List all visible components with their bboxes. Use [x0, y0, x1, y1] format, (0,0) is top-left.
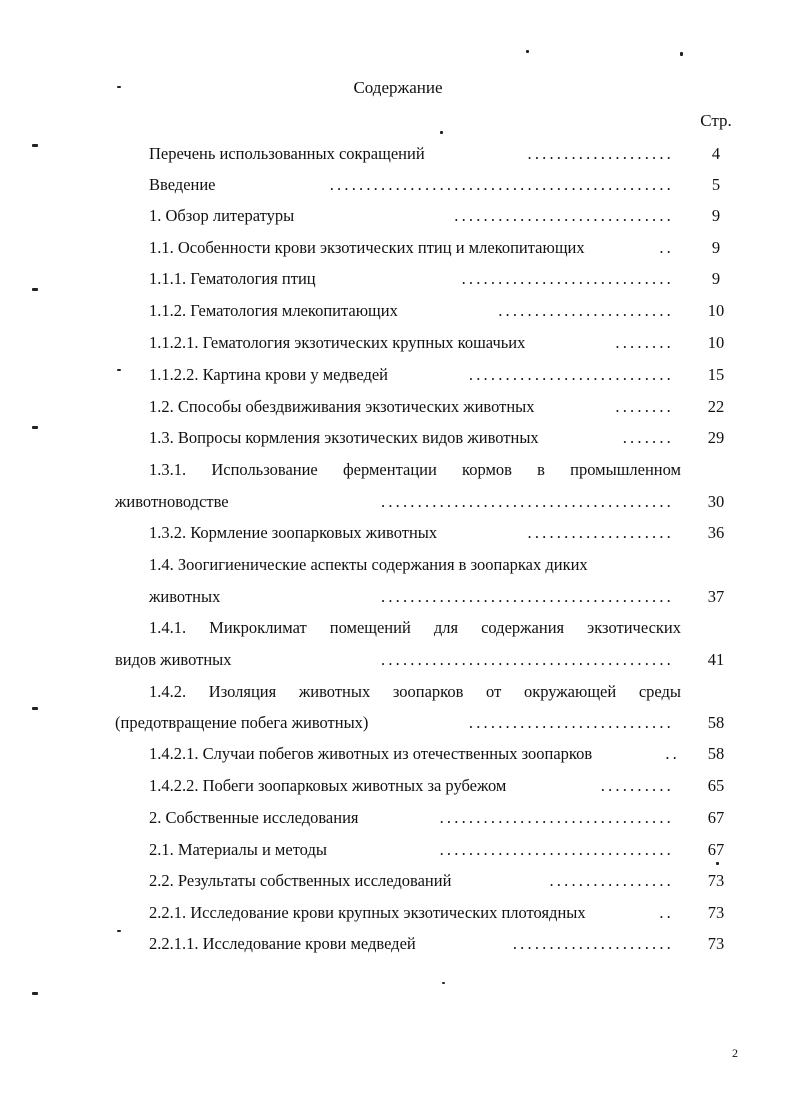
toc-entry-page: 30 [707, 492, 725, 511]
toc-entry-label: Введение [149, 175, 216, 194]
toc-entry-label: видов животных [115, 650, 232, 669]
toc-leader-dots: ........................ [498, 301, 674, 320]
toc-entry [0, 648, 796, 672]
toc-leader-dots: .............................. [454, 206, 674, 225]
toc-entry-label: 1.4.2.1. Случаи побегов животных из отечественных зоопарков [149, 744, 593, 763]
scan-speck [32, 288, 38, 291]
toc-entry-label: 2.2.1.1. Исследование крови медведей [149, 934, 416, 953]
toc-entry-page: 37 [707, 587, 725, 606]
toc-entry [0, 711, 796, 735]
toc-entry-label: 1.1.2.1. Гематология экзотических крупных кошачьих [149, 333, 526, 352]
toc-entry-label: животных [149, 587, 221, 606]
toc-entry [0, 585, 796, 609]
toc-entry-label-line1: 1.3.1. Использование ферментации кормов в промышленном [149, 460, 681, 479]
scan-speck [680, 52, 683, 56]
toc-entry [0, 426, 796, 450]
toc-leader-dots: ................................ [439, 808, 674, 827]
toc-entry-label: 2.2. Результаты собственных исследований [149, 871, 452, 890]
toc-entry-page: 9 [711, 206, 721, 225]
toc-entry [0, 742, 796, 766]
scan-speck [32, 707, 38, 710]
toc-entry-label: (предотвращение побега животных) [115, 713, 369, 732]
scan-speck [442, 982, 445, 984]
toc-entry-label: 1.1.2. Гематология млекопитающих [149, 301, 398, 320]
toc-entry-page: 15 [707, 365, 725, 384]
toc-entry [0, 869, 796, 893]
toc-entry-label: 2.1. Материалы и методы [149, 840, 327, 859]
scan-speck [32, 426, 38, 429]
toc-entry-label: 2. Собственные исследования [149, 808, 359, 827]
toc-entry-page: 41 [707, 650, 725, 669]
toc-entry-label: 1.3.2. Кормление зоопарковых животных [149, 523, 438, 542]
scan-speck [32, 144, 38, 147]
toc-entry-label: 1.1. Особенности крови экзотических птиц и млекопитающих [149, 238, 585, 257]
toc-entry-label-line1: 1.4. Зоогигиенические аспекты содержания в зоопарках диких [149, 555, 588, 574]
toc-leader-dots: .................... [527, 144, 674, 163]
toc-entry-page: 67 [707, 808, 725, 827]
toc-entry-label: Перечень использованных сокращений [149, 144, 425, 163]
scan-speck [440, 131, 443, 134]
toc-entry-page: 65 [707, 776, 725, 795]
toc-entry-page: 9 [711, 269, 721, 288]
toc-leader-dots: ............................. [461, 269, 674, 288]
toc-leader-dots: ........ [615, 397, 674, 416]
scan-speck [716, 862, 719, 865]
toc-entry [0, 142, 796, 166]
toc-leader-dots: .. [659, 903, 674, 922]
toc-entry [0, 838, 796, 862]
scan-speck [117, 930, 121, 932]
toc-leader-dots: ................. [549, 871, 674, 890]
toc-entry-page: 10 [707, 301, 725, 320]
toc-entry [0, 395, 796, 419]
toc-entry-page: 73 [707, 934, 725, 953]
toc-leader-dots: .. [659, 238, 674, 257]
toc-entry [0, 774, 796, 798]
toc-leader-dots: ............................................... [329, 175, 674, 194]
page-number: 2 [732, 1046, 738, 1060]
toc-entry-label: 2.2.1. Исследование крови крупных экзотических плотоядных [149, 903, 586, 922]
toc-entry-page: 67 [707, 840, 725, 859]
toc-entry-page: 29 [707, 428, 725, 447]
toc-entry-label: 1.1.1. Гематология птиц [149, 269, 316, 288]
toc-entry [0, 267, 796, 291]
toc-entry [0, 901, 796, 925]
toc-entry [0, 173, 796, 197]
toc-leader-dots: ...................... [512, 934, 674, 953]
toc-entry-label: 1.2. Способы обездвиживания экзотических животных [149, 397, 535, 416]
toc-leader-dots: ............................ [468, 713, 674, 732]
toc-leader-dots: ........................................ [381, 650, 674, 669]
toc-entry [0, 490, 796, 514]
toc-entry-page: 58 [707, 713, 725, 732]
toc-entry-page: 58 [707, 744, 725, 763]
toc-leader-dots: ........................................ [381, 492, 674, 511]
toc-entry-page: 10 [707, 333, 725, 352]
scan-speck [32, 992, 38, 995]
toc-entry-label-line1: 1.4.1. Микроклимат помещений для содержания экзотических [149, 618, 681, 637]
toc-entry-page: 73 [707, 871, 725, 890]
toc-entry-label: 1. Обзор литературы [149, 206, 295, 225]
toc-leader-dots: .................... [527, 523, 674, 542]
toc-entry-page: 73 [707, 903, 725, 922]
toc-leader-dots: ............................ [468, 365, 674, 384]
toc-entry [0, 521, 796, 545]
toc-leader-dots: ........ [615, 333, 674, 352]
toc-leader-dots: .. [665, 744, 680, 763]
page-column-header: Стр. [700, 111, 732, 130]
toc-leader-dots: .......... [600, 776, 674, 795]
toc-entry [0, 204, 796, 228]
toc-leader-dots: ........................................ [381, 587, 674, 606]
scan-speck [117, 86, 121, 88]
scan-speck [526, 50, 529, 53]
toc-entry [0, 932, 796, 956]
toc-entry [0, 806, 796, 830]
toc-entry-page: 5 [711, 175, 721, 194]
toc-entry-page: 36 [707, 523, 725, 542]
scan-speck [117, 369, 121, 371]
toc-entry-heading [0, 553, 796, 577]
toc-entry-label: животноводстве [115, 492, 229, 511]
toc-entry-page: 22 [707, 397, 725, 416]
toc-entry-label: 1.1.2.2. Картина крови у медведей [149, 365, 389, 384]
toc-leader-dots: ................................ [439, 840, 674, 859]
toc-entry-page: 4 [711, 144, 721, 163]
toc-entry [0, 363, 796, 387]
toc-entry-label: 1.4.2.2. Побеги зоопарковых животных за рубежом [149, 776, 507, 795]
toc-leader-dots: ....... [622, 428, 674, 447]
toc-entry-label: 1.3. Вопросы кормления экзотических видов животных [149, 428, 539, 447]
toc-entry-page: 9 [711, 238, 721, 257]
page-title: Содержание [353, 78, 443, 97]
toc-entry-label-line1: 1.4.2. Изоляция животных зоопарков от окружающей среды [149, 682, 681, 701]
toc-entry [0, 299, 796, 323]
toc-entry [0, 331, 796, 355]
toc-entry [0, 236, 796, 260]
